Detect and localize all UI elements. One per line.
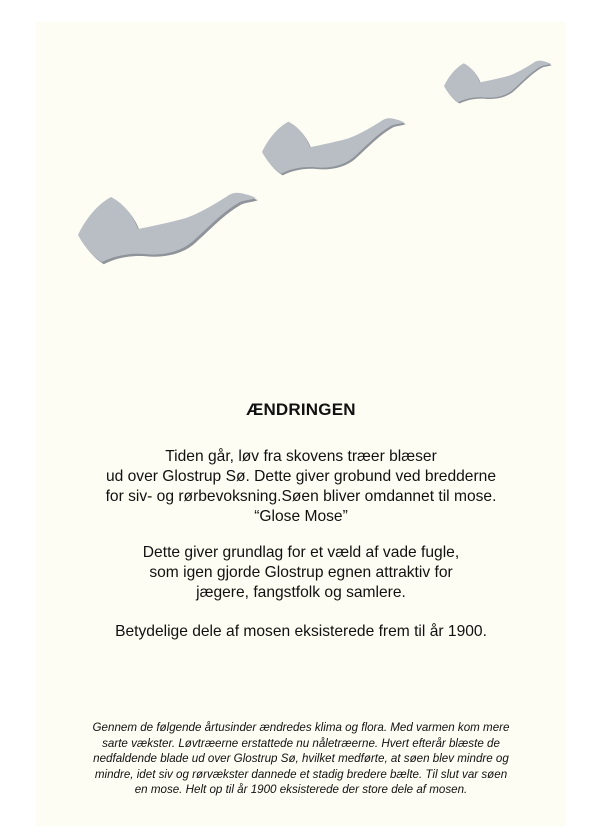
document-page	[36, 22, 566, 826]
text-line: jægere, fangstfolk og samlere.	[196, 584, 406, 601]
caption-line: en mose. Helt op til år 1900 eksisterede der store dele af mosen.	[134, 783, 468, 796]
text-line: “Glose Mose”	[254, 508, 348, 525]
text-line: som igen gjorde Glostrup egnen attraktiv for	[149, 564, 453, 581]
footer-caption	[36, 720, 566, 798]
caption-line: sarte vækster. Løvtræerne erstattede nu nåletræerne. Hvert efterår blæste de	[102, 736, 500, 750]
caption-line: mindre, idet siv og rørvækster dannede et stadig bredere bælte. Til slut var søen	[94, 767, 508, 781]
flying-geese-illustration	[36, 22, 566, 322]
flying-goose-icon	[444, 61, 552, 104]
flying-goose-icon	[78, 193, 258, 264]
caption-line: Gennem de følgende årtusinder ændredes klima og flora. Med varmen kom mere	[92, 721, 510, 734]
text-line: Betydelige dele af mosen eksisterede frem til år 1900.	[115, 623, 487, 640]
text-line: Dette giver grundlag for et væld af vade fugle,	[142, 544, 460, 561]
paragraph-wading-birds	[36, 543, 566, 603]
text-line: ud over Glostrup Sø. Dette giver grobund ved bredderne	[105, 468, 497, 485]
flying-goose-icon	[262, 118, 406, 175]
page-title: ÆNDRINGEN	[246, 400, 356, 419]
text-line: Tiden går, løv fra skovens træer blæser	[165, 448, 437, 465]
paragraph-intro	[36, 447, 566, 527]
paragraph-1900	[36, 622, 566, 642]
caption-line: nedfaldende blade ud over Glostrup Sø, hvilket medførte, at søen blev mindre og	[93, 752, 509, 765]
text-line: for siv- og rørbevoksning.Søen bliver omdannet til mose.	[105, 488, 497, 505]
